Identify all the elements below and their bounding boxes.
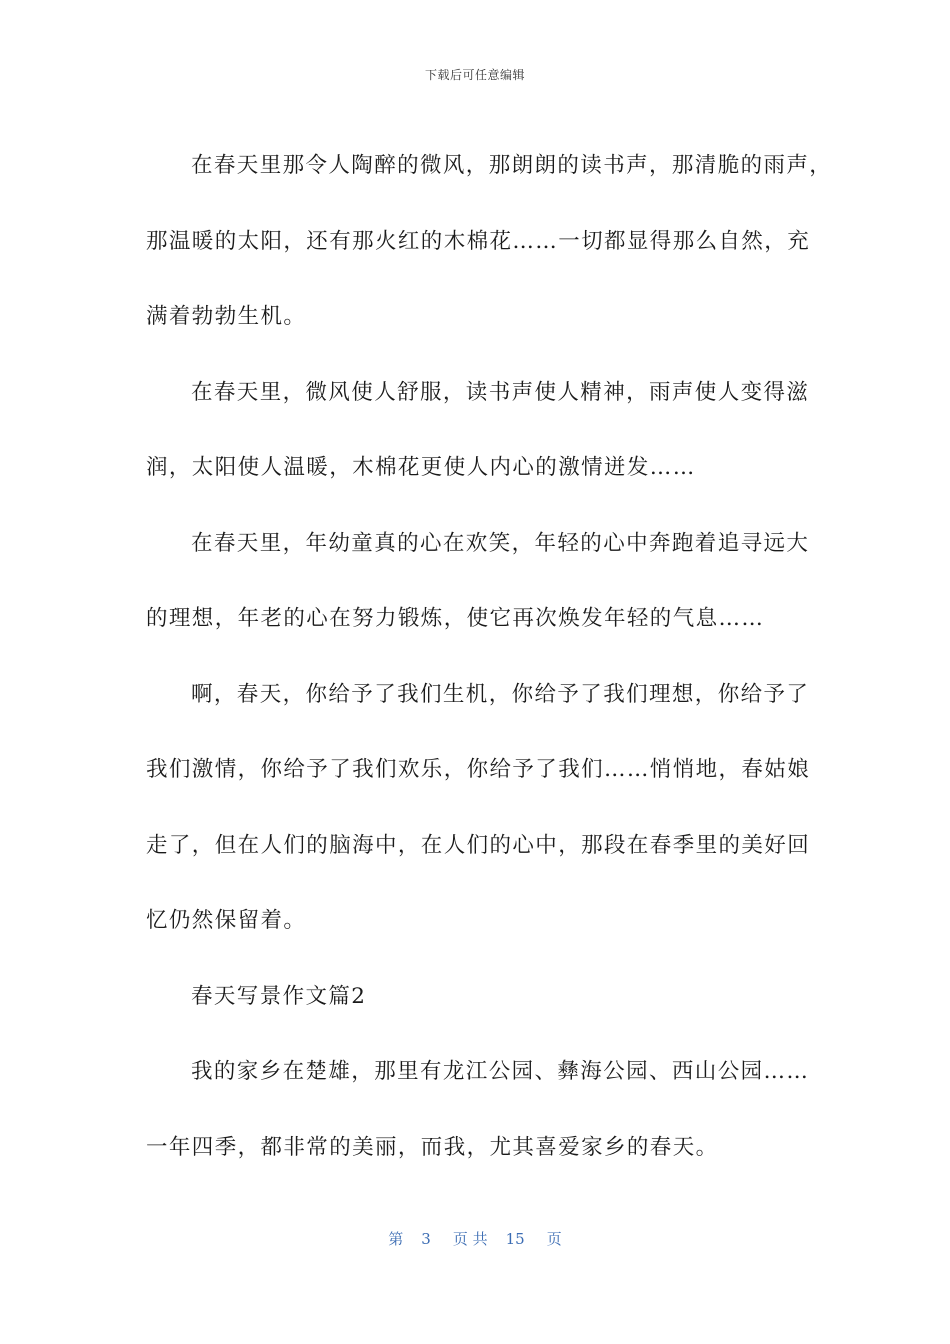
footer-total-pages: 15: [505, 1230, 525, 1248]
paragraph-line: 满着勃勃生机。: [146, 304, 307, 329]
paragraph-line: 一年四季，都非常的美丽，而我，尤其喜爱家乡的春天。: [146, 1134, 719, 1160]
paragraph-line: 走了，但在人们的脑海中，在人们的心中，那段在春季里的美好回: [146, 832, 811, 858]
paragraph-2: [146, 355, 810, 506]
paragraph-line: 润，太阳使人温暖，木棉花更使人内心的激情迸发……: [146, 455, 696, 480]
footer-suffix: 页: [546, 1230, 562, 1248]
footer-prefix: 第: [388, 1230, 404, 1248]
section-heading: 春天写景作文篇2: [191, 983, 367, 1009]
header-note: 下载后可任意编辑: [424, 68, 525, 82]
document-body: [146, 128, 833, 1185]
paragraph-line: 忆仍然保留着。: [146, 908, 307, 933]
paragraph-line: 啊，春天，你给予了我们生机，你给予了我们理想，你给予了: [191, 681, 810, 707]
paragraph-line: 我的家乡在楚雄，那里有龙江公园、彝海公园、西山公园……: [191, 1059, 810, 1084]
paragraph-line: 的理想，年老的心在努力锻炼，使它再次焕发年轻的气息……: [146, 606, 765, 631]
paragraph-line: 那温暖的太阳，还有那火红的木棉花……一切都显得那么自然，充: [146, 228, 811, 254]
paragraph-line: 我们激情，你给予了我们欢乐，你给予了我们……悄悄地，春姑娘: [146, 757, 811, 782]
paragraph-4: [146, 657, 811, 959]
paragraph-line: 在春天里，微风使人舒服，读书声使人精神，雨声使人变得滋: [191, 379, 810, 405]
footer-middle: 页 共: [452, 1230, 488, 1248]
paragraph-3: [146, 506, 810, 657]
paragraph-line: 在春天里那令人陶醉的微风，那朗朗的读书声，那清脆的雨声，: [191, 153, 833, 178]
page-footer: [0, 1228, 950, 1249]
paragraph-line: 在春天里，年幼童真的心在欢笑，年轻的心中奔跑着追寻远大: [191, 530, 810, 556]
footer-current-page: 3: [421, 1230, 431, 1248]
paragraph-5: [146, 1034, 810, 1185]
paragraph-1: [146, 128, 833, 355]
